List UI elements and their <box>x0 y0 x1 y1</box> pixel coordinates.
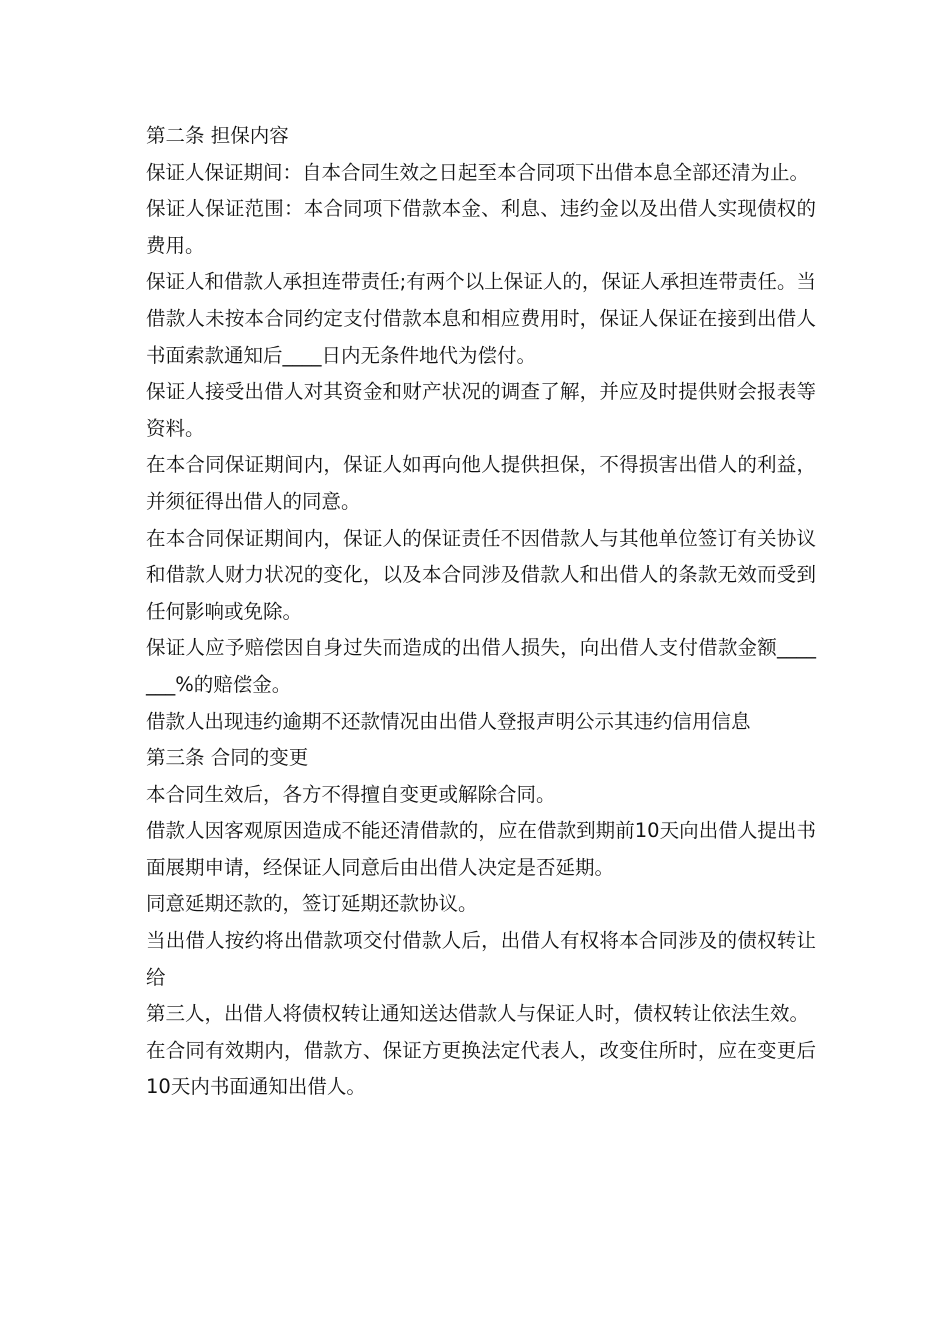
section-heading-2: 第二条 担保内容 <box>146 124 289 147</box>
paragraph: 第三人，出借人将债权转让通知送达借款人与保证人时，债权转让依法生效。 <box>146 1002 810 1026</box>
paragraph: 保证人和借款人承担连带责任;有两个以上保证人的，保证人承担连带责任。当借款人未按本合同约定支付借款本息和相应费用时，保证人保证在接到出借人书面索款通知后____日内无条件地代为偿付。 <box>146 270 816 367</box>
paragraph: 保证人保证范围：本合同项下借款本金、利息、违约金以及出借人实现债权的费用。 <box>146 197 816 257</box>
paragraph: 本合同生效后，各方不得擅自变更或解除合同。 <box>146 782 556 806</box>
paragraph: 借款人因客观原因造成不能还清借款的，应在借款到期前10天向出借人提出书面展期申请，经保证人同意后由出借人决定是否延期。 <box>146 819 816 879</box>
paragraph: 在本合同保证期间内，保证人的保证责任不因借款人与其他单位签订有关协议和借款人财力状况的变化，以及本合同涉及借款人和出借人的条款无效而受到任何影响或免除。 <box>146 526 816 623</box>
paragraph: 保证人应予赔偿因自身过失而造成的出借人损失，向出借人支付借款金额_______%的赔偿金。 <box>146 636 816 696</box>
paragraph: 在本合同保证期间内，保证人如再向他人提供担保，不得损害出借人的利益，并须征得出借人的同意。 <box>146 453 816 513</box>
paragraph: 当出借人按约将出借款项交付借款人后，出借人有权将本合同涉及的债权转让给 <box>146 929 816 989</box>
paragraph: 保证人接受出借人对其资金和财产状况的调查了解，并应及时提供财会报表等资料。 <box>146 380 816 440</box>
paragraph: 在合同有效期内，借款方、保证方更换法定代表人，改变住所时，应在变更后10天内书面通知出借人。 <box>146 1038 816 1099</box>
paragraph: 保证人保证期间：自本合同生效之日起至本合同项下出借本息全部还清为止。 <box>146 160 810 184</box>
section-heading-3: 第三条 合同的变更 <box>146 746 309 770</box>
paragraph: 同意延期还款的，签订延期还款协议。 <box>146 892 478 916</box>
paragraph: 借款人出现违约逾期不还款情况由出借人登报声明公示其违约信用信息 <box>146 709 751 733</box>
document-body <box>146 118 816 1106</box>
